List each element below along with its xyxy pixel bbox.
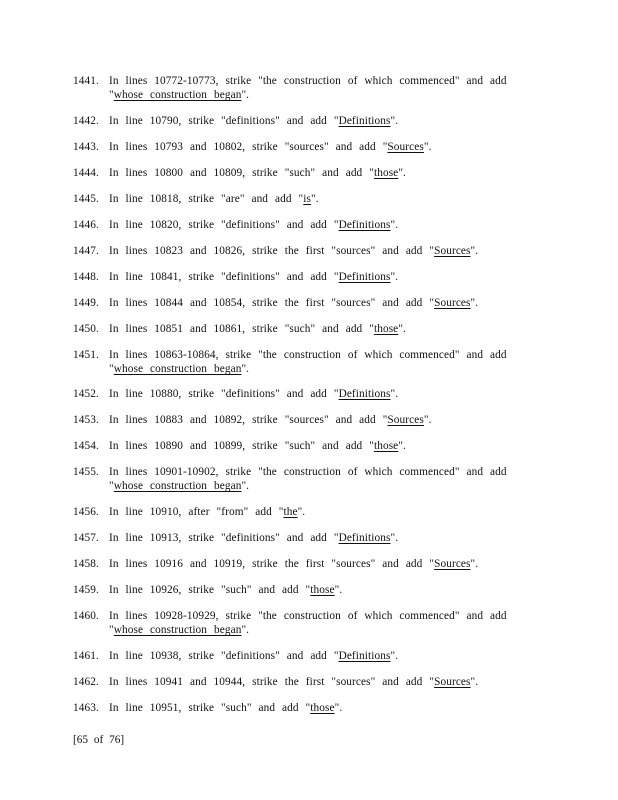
amendment-number: 1455.: [73, 466, 99, 478]
amendment-text: [109, 74, 533, 102]
inserted-text: Sources: [387, 414, 424, 426]
inserted-text: Definitions: [338, 650, 391, 662]
amendment-item: [73, 675, 533, 689]
inserted-text: Definitions: [338, 532, 391, 544]
inserted-text: Definitions: [338, 219, 391, 231]
amendment-instruction: In lines 10883 and 10892, strike "sources" and add ": [109, 414, 388, 426]
amendment-item: [73, 649, 533, 663]
amendment-item: [73, 609, 533, 637]
amendment-text: [109, 557, 533, 571]
inserted-text: those: [373, 440, 399, 452]
amendment-text: [109, 439, 533, 453]
amendment-item: [73, 218, 533, 232]
inserted-text: those: [373, 167, 399, 179]
amendment-item: [73, 166, 533, 180]
closing-quote: ".: [423, 414, 432, 426]
closing-quote: ".: [241, 624, 250, 636]
amendment-text: [109, 583, 533, 597]
amendment-item: [73, 192, 533, 206]
amendment-instruction: In lines 10823 and 10826, strike the first "sources" and add ": [109, 245, 435, 257]
amendment-text: [109, 609, 533, 637]
inserted-text: whose construction began: [113, 363, 242, 375]
closing-quote: ".: [390, 388, 399, 400]
amendment-number: 1459.: [73, 584, 99, 596]
amendment-instruction: In line 10938, strike "definitions" and add ": [109, 650, 339, 662]
inserted-text: Sources: [387, 141, 424, 153]
amendment-item: [73, 322, 533, 336]
amendment-number: 1441.: [73, 75, 99, 87]
amendment-item: [73, 114, 533, 128]
amendment-instruction: In line 10926, strike "such" and add ": [109, 584, 311, 596]
amendment-item: [73, 387, 533, 401]
amendment-instruction: In lines 10800 and 10809, strike "such" and add ": [109, 167, 374, 179]
inserted-text: Definitions: [338, 271, 391, 283]
closing-quote: ".: [390, 271, 399, 283]
amendment-text: [109, 649, 533, 663]
closing-quote: ".: [423, 141, 432, 153]
closing-quote: ".: [398, 323, 406, 335]
amendment-number: 1458.: [73, 558, 99, 570]
amendment-number: 1449.: [73, 297, 99, 309]
amendment-text: [109, 465, 533, 493]
amendment-instruction: In lines 10772-10773, strike "the construction of which commenced" and add ": [109, 75, 507, 101]
amendment-item: [73, 348, 533, 376]
amendment-item: [73, 244, 533, 258]
amendment-item: [73, 270, 533, 284]
amendment-number: 1462.: [73, 676, 99, 688]
closing-quote: ".: [470, 297, 479, 309]
amendment-item: [73, 505, 533, 519]
amendment-instruction: In line 10913, strike "definitions" and add ": [109, 532, 339, 544]
amendment-instruction: In lines 10941 and 10944, strike the first "sources" and add ": [109, 676, 435, 688]
amendment-number: 1444.: [73, 167, 99, 179]
amendment-number: 1445.: [73, 193, 99, 205]
amendment-instruction: In line 10818, strike "are" and add ": [109, 193, 304, 205]
amendment-text: [109, 140, 533, 154]
inserted-text: Sources: [434, 245, 471, 257]
inserted-text: those: [310, 702, 335, 714]
amendment-number: 1453.: [73, 414, 99, 426]
inserted-text: Sources: [434, 297, 471, 309]
closing-quote: ".: [470, 676, 479, 688]
amendment-number: 1456.: [73, 506, 99, 518]
amendment-instruction: In lines 10916 and 10919, strike the first "sources" and add ": [109, 558, 435, 570]
amendment-instruction: In lines 10901-10902, strike "the construction of which commenced" and add ": [109, 466, 507, 492]
closing-quote: ".: [241, 363, 250, 375]
amendment-number: 1461.: [73, 650, 99, 662]
amendment-item: [73, 531, 533, 545]
amendment-text: [109, 387, 533, 401]
amendment-text: [109, 296, 533, 310]
amendment-text: [109, 701, 533, 715]
amendment-number: 1448.: [73, 271, 99, 283]
amendment-number: 1454.: [73, 440, 99, 452]
closing-quote: ".: [241, 480, 250, 492]
amendment-number: 1463.: [73, 702, 99, 714]
closing-quote: ".: [334, 584, 343, 596]
inserted-text: Definitions: [338, 115, 391, 127]
inserted-text: the: [283, 506, 298, 518]
amendment-item: [73, 296, 533, 310]
amendment-item: [73, 439, 533, 453]
inserted-text: Sources: [434, 558, 471, 570]
amendment-item: [73, 465, 533, 493]
amendment-text: [109, 348, 533, 376]
inserted-text: is: [303, 193, 311, 205]
closing-quote: ".: [398, 167, 406, 179]
closing-quote: ".: [390, 219, 399, 231]
amendment-text: [109, 531, 533, 545]
amendment-number: 1450.: [73, 323, 99, 335]
amendment-number: 1447.: [73, 245, 99, 257]
closing-quote: ".: [390, 115, 399, 127]
amendment-item: [73, 74, 533, 102]
amendment-instruction: In line 10910, after "from" add ": [109, 506, 284, 518]
amendment-instruction: In lines 10793 and 10802, strike "sources" and add ": [109, 141, 388, 153]
amendment-instruction: In lines 10890 and 10899, strike "such" and add ": [109, 440, 374, 452]
amendment-text: [109, 270, 533, 284]
amendment-number: 1442.: [73, 115, 99, 127]
amendment-item: [73, 557, 533, 571]
amendment-instruction: In line 10790, strike "definitions" and add ": [109, 115, 339, 127]
page-number-footer: [65 of 76]: [73, 734, 125, 746]
inserted-text: those: [373, 323, 399, 335]
amendment-number: 1443.: [73, 141, 99, 153]
amendment-item: [73, 583, 533, 597]
closing-quote: ".: [470, 245, 479, 257]
amendment-text: [109, 244, 533, 258]
amendment-number: 1452.: [73, 388, 99, 400]
amendment-text: [109, 505, 533, 519]
amendment-item: [73, 701, 533, 715]
closing-quote: ".: [390, 532, 399, 544]
amendment-instruction: In lines 10863-10864, strike "the construction of which commenced" and add ": [109, 349, 507, 375]
amendment-instruction: In line 10841, strike "definitions" and add ": [109, 271, 339, 283]
amendment-text: [109, 218, 533, 232]
inserted-text: Definitions: [338, 388, 391, 400]
amendment-instruction: In lines 10851 and 10861, strike "such" and add ": [109, 323, 374, 335]
amendment-instruction: In line 10880, strike "definitions" and add ": [109, 388, 339, 400]
amendment-text: [109, 114, 533, 128]
amendment-item: [73, 413, 533, 427]
amendment-text: [109, 166, 533, 180]
amendment-instruction: In line 10820, strike "definitions" and add ": [109, 219, 339, 231]
amendment-number: 1457.: [73, 532, 99, 544]
closing-quote: ".: [390, 650, 399, 662]
inserted-text: Sources: [434, 676, 471, 688]
amendment-instruction: In line 10951, strike "such" and add ": [109, 702, 311, 714]
amendment-text: [109, 322, 533, 336]
amendment-number: 1460.: [73, 610, 99, 622]
inserted-text: whose construction began: [113, 89, 242, 101]
amendment-number: 1446.: [73, 219, 99, 231]
closing-quote: ".: [334, 702, 343, 714]
inserted-text: whose construction began: [113, 480, 242, 492]
closing-quote: ".: [241, 89, 250, 101]
closing-quote: ".: [398, 440, 406, 452]
amendment-instruction: In lines 10844 and 10854, strike the first "sources" and add ": [109, 297, 435, 309]
amendment-text: [109, 413, 533, 427]
closing-quote: ".: [310, 193, 319, 205]
amendment-text: [109, 192, 533, 206]
closing-quote: ".: [297, 506, 306, 518]
inserted-text: whose construction began: [113, 624, 242, 636]
amendment-number: 1451.: [73, 349, 99, 361]
inserted-text: those: [310, 584, 335, 596]
amendment-instruction: In lines 10928-10929, strike "the construction of which commenced" and add ": [109, 610, 507, 636]
amendment-text: [109, 675, 533, 689]
closing-quote: ".: [470, 558, 479, 570]
amendment-item: [73, 140, 533, 154]
